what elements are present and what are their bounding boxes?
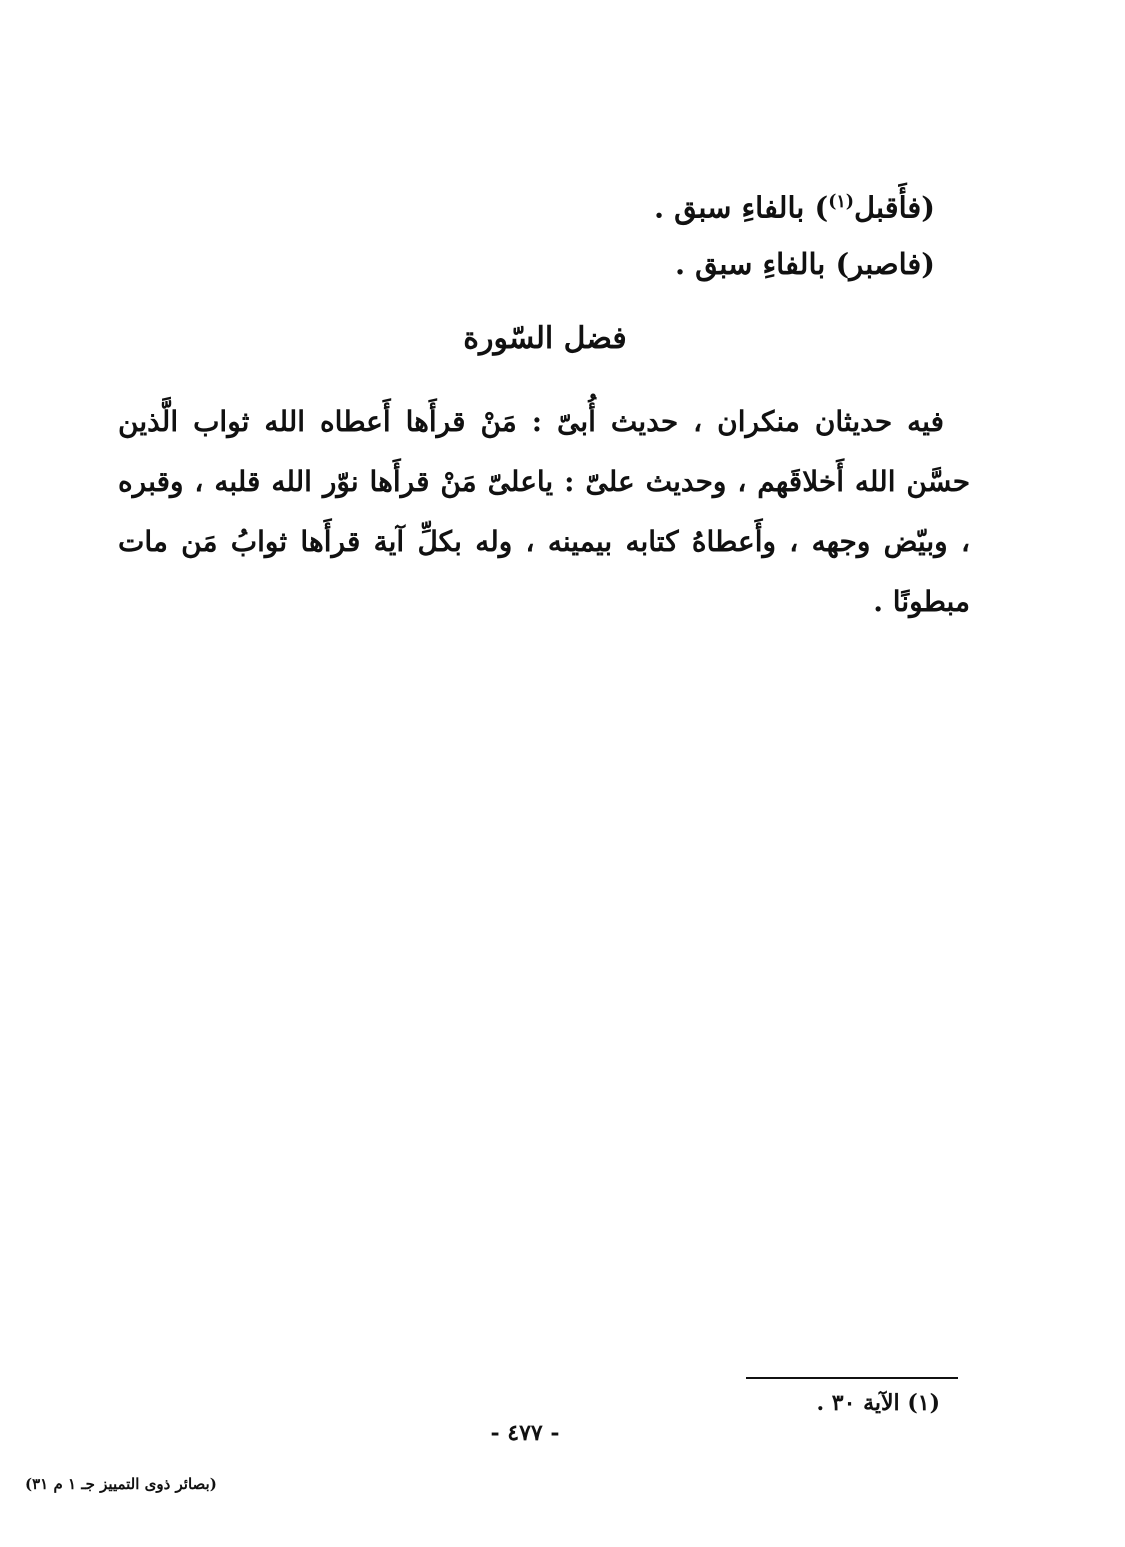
footnote-text: (١) الآية ٣٠ . xyxy=(816,1390,940,1416)
body-paragraph-text: فيه حديثان منكران ، حديث أُبىّ : مَنْ قرأَها أَعطاه الله ثواب الَّذين حسَّن الله أَخلاقَهم ، وحديث علىّ : ياعلىّ مَنْ قرأَها نوّر الله قلبه ، وقبره ، وبيّض وجهه ، وأَعطاهُ كتابه بيمينه ، وله بكلِّ آية قرأَها ثوابُ مَن مات مبطونًا . xyxy=(118,405,970,618)
variant-note-1-suffix: ) بالفاءِ سبق . xyxy=(653,190,829,225)
running-footer: (بصائر ذوى التمييز جـ ١ م ٣١) xyxy=(25,1475,217,1493)
footnote-reference: (١) xyxy=(828,192,854,212)
footnote-separator xyxy=(746,1377,958,1379)
variant-note-1 xyxy=(654,182,935,228)
page-number: - ٤٧٧ - xyxy=(490,1420,560,1446)
variant-note-2: (فاصبر) بالفاءِ سبق . xyxy=(674,247,935,281)
body-paragraph xyxy=(118,392,970,632)
variant-note-1-prefix: (فأَقبل xyxy=(854,190,935,225)
section-heading: فضل السّورة xyxy=(463,321,627,356)
